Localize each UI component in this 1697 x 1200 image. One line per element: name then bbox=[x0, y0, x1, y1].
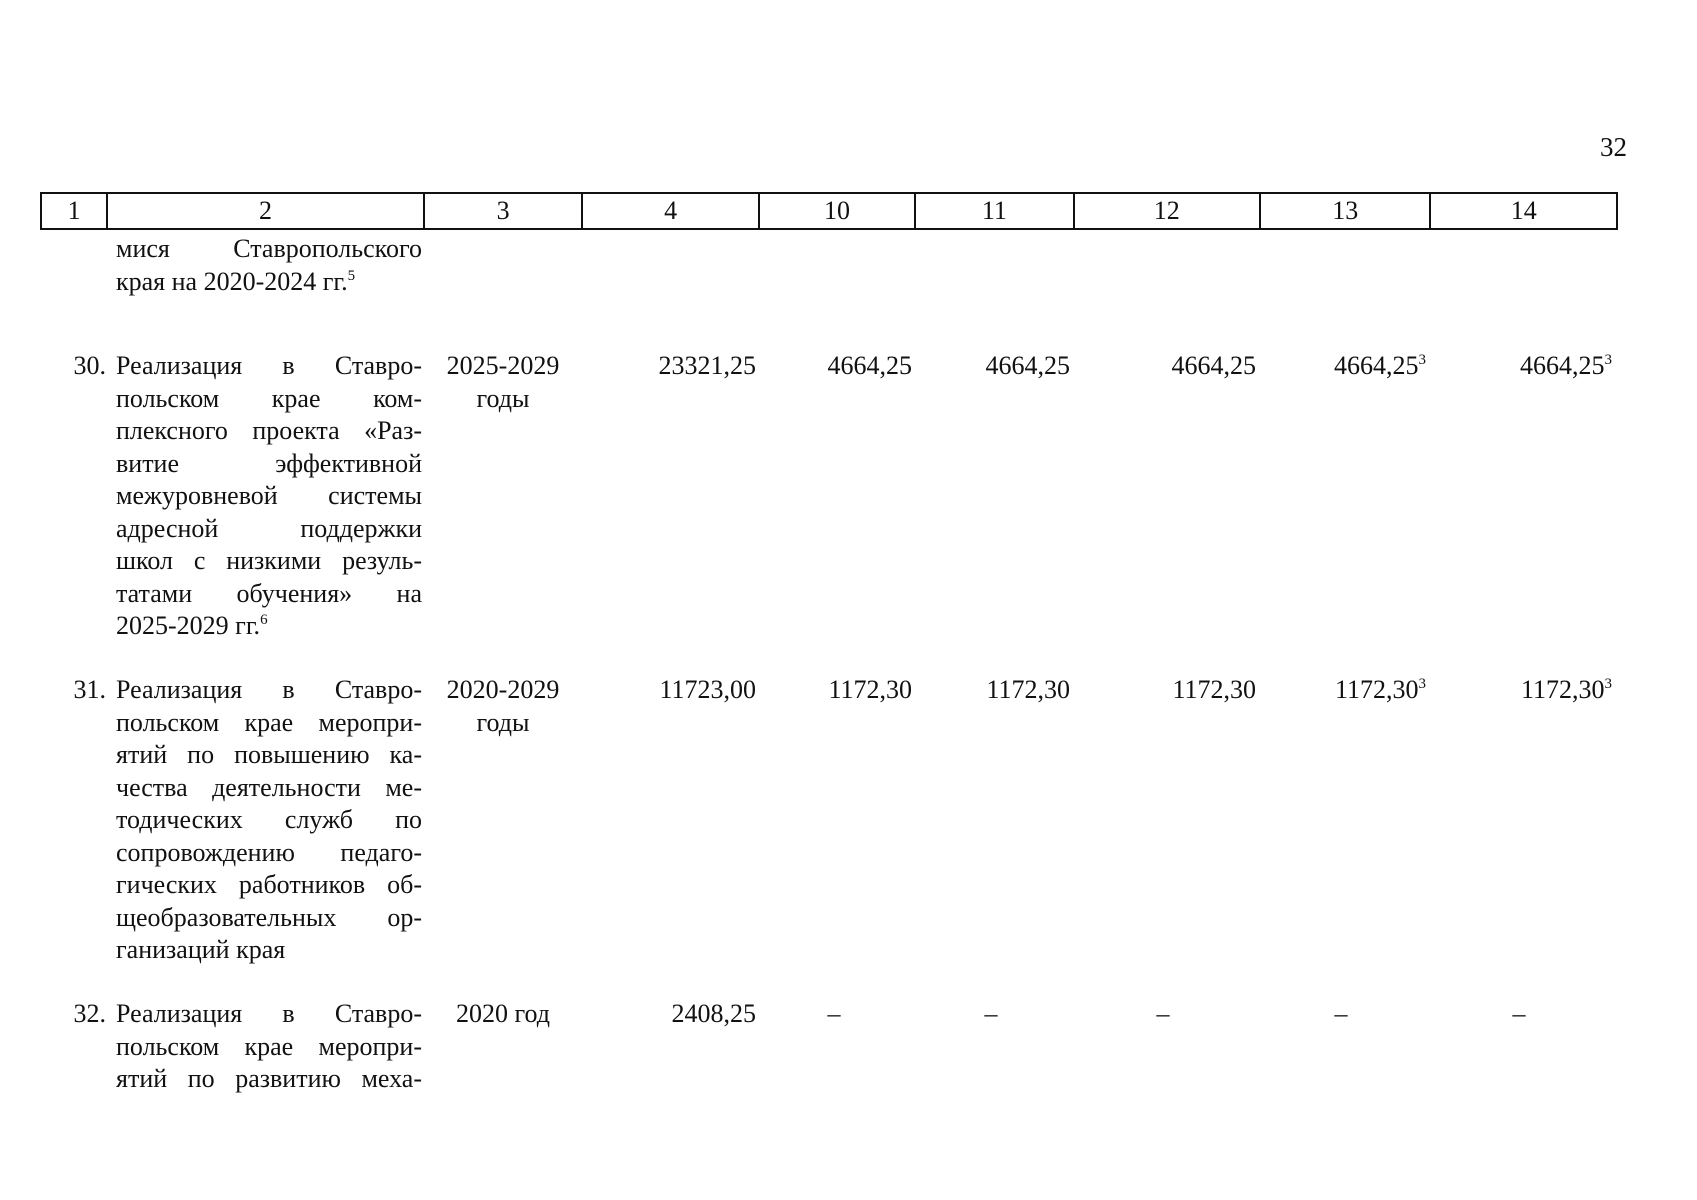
continuation-line: мися Ставропольского bbox=[116, 234, 422, 263]
footnote-marker: 3 bbox=[1418, 352, 1426, 368]
value-col-11: 1172,30 bbox=[986, 675, 1070, 704]
name-line: польском крае меропри- bbox=[116, 1031, 422, 1061]
name-line: польском крае ком- bbox=[116, 383, 422, 413]
value-col-11: 4664,25 bbox=[985, 351, 1070, 380]
row-number: 32. bbox=[73, 999, 106, 1028]
name-line: Реализация в Ставро- bbox=[116, 675, 422, 704]
continuation-name bbox=[116, 233, 422, 298]
name-line: 2025-2029 гг.$^6$ bbox=[116, 611, 268, 640]
value-col-14: 4664,25$^3$ bbox=[1520, 351, 1612, 380]
footnote-marker: 3 bbox=[1418, 676, 1426, 692]
footnote-marker: 3 bbox=[1604, 352, 1612, 368]
name-line: ятий по развитию меха- bbox=[116, 1064, 422, 1093]
column-header-2: 2 bbox=[107, 193, 424, 229]
value-col-10: 4664,25 bbox=[827, 351, 912, 380]
name-line: щеобразовательных ор- bbox=[116, 902, 422, 932]
name-line: межуровневой системы bbox=[116, 481, 422, 510]
value-col-4: 2408,25 bbox=[671, 999, 756, 1028]
value-col-12: – bbox=[1156, 999, 1170, 1028]
value-col-4: 23321,25 bbox=[658, 351, 756, 380]
column-header-13: 13 bbox=[1260, 193, 1430, 229]
name-line: ганизаций края bbox=[116, 935, 286, 964]
column-header-10: 10 bbox=[759, 193, 915, 229]
column-header-1: 1 bbox=[41, 193, 107, 229]
page-number: 32 bbox=[1600, 132, 1627, 162]
value-col-11: – bbox=[984, 999, 998, 1028]
name-line: Реализация в Ставро- bbox=[116, 351, 422, 380]
value-col-13: 4664,25$^3$ bbox=[1334, 351, 1426, 380]
column-number-row bbox=[41, 193, 1617, 229]
row-number: 30. bbox=[73, 351, 106, 380]
footnote-marker: 6 bbox=[260, 612, 268, 628]
period: 2020 год bbox=[456, 999, 550, 1028]
column-header-11: 11 bbox=[915, 193, 1073, 229]
name-line: плексного проекта «Раз- bbox=[116, 416, 422, 445]
name-line: тодических служб по bbox=[116, 805, 422, 834]
footnote-marker: 3 bbox=[1604, 676, 1612, 692]
value-col-13: – bbox=[1334, 999, 1348, 1028]
value-col-14: – bbox=[1512, 999, 1526, 1028]
measure-name bbox=[116, 998, 422, 1096]
value-col-4: 11723,00 bbox=[659, 675, 756, 704]
name-line: ятий по повышению ка- bbox=[116, 740, 422, 769]
value-col-14: 1172,30$^3$ bbox=[1520, 675, 1612, 704]
name-line: польском крае меропри- bbox=[116, 707, 422, 737]
name-line: Реализация в Ставро- bbox=[116, 999, 422, 1028]
measure-name bbox=[116, 350, 422, 643]
row-number: 31. bbox=[73, 675, 106, 704]
name-line: школ с низкими резуль- bbox=[116, 546, 422, 575]
value-col-10: 1172,30 bbox=[828, 675, 912, 704]
value-col-13: 1172,30$^3$ bbox=[1334, 675, 1426, 704]
period: 2025-2029 годы bbox=[446, 351, 560, 413]
name-line: чества деятельности ме- bbox=[116, 772, 422, 802]
column-header-3: 3 bbox=[424, 193, 582, 229]
continuation-line: края на 2020-2024 гг.$^5$ bbox=[116, 266, 356, 296]
name-line: татами обучения» на bbox=[116, 578, 422, 608]
name-line: витие эффективной bbox=[116, 448, 422, 478]
measure-name bbox=[116, 674, 422, 967]
column-header-12: 12 bbox=[1074, 193, 1260, 229]
column-header-14: 14 bbox=[1430, 193, 1617, 229]
column-header-table bbox=[40, 192, 1618, 230]
period: 2020-2029 годы bbox=[446, 675, 560, 737]
value-col-12: 1172,30 bbox=[1172, 675, 1256, 704]
name-line: адресной поддержки bbox=[116, 513, 422, 543]
name-line: сопровождению педаго- bbox=[116, 837, 422, 867]
column-header-4: 4 bbox=[582, 193, 758, 229]
value-col-10: – bbox=[827, 999, 841, 1028]
value-col-12: 4664,25 bbox=[1171, 351, 1256, 380]
footnote-marker: 5 bbox=[347, 267, 356, 284]
name-line: гических работников об- bbox=[116, 870, 422, 899]
